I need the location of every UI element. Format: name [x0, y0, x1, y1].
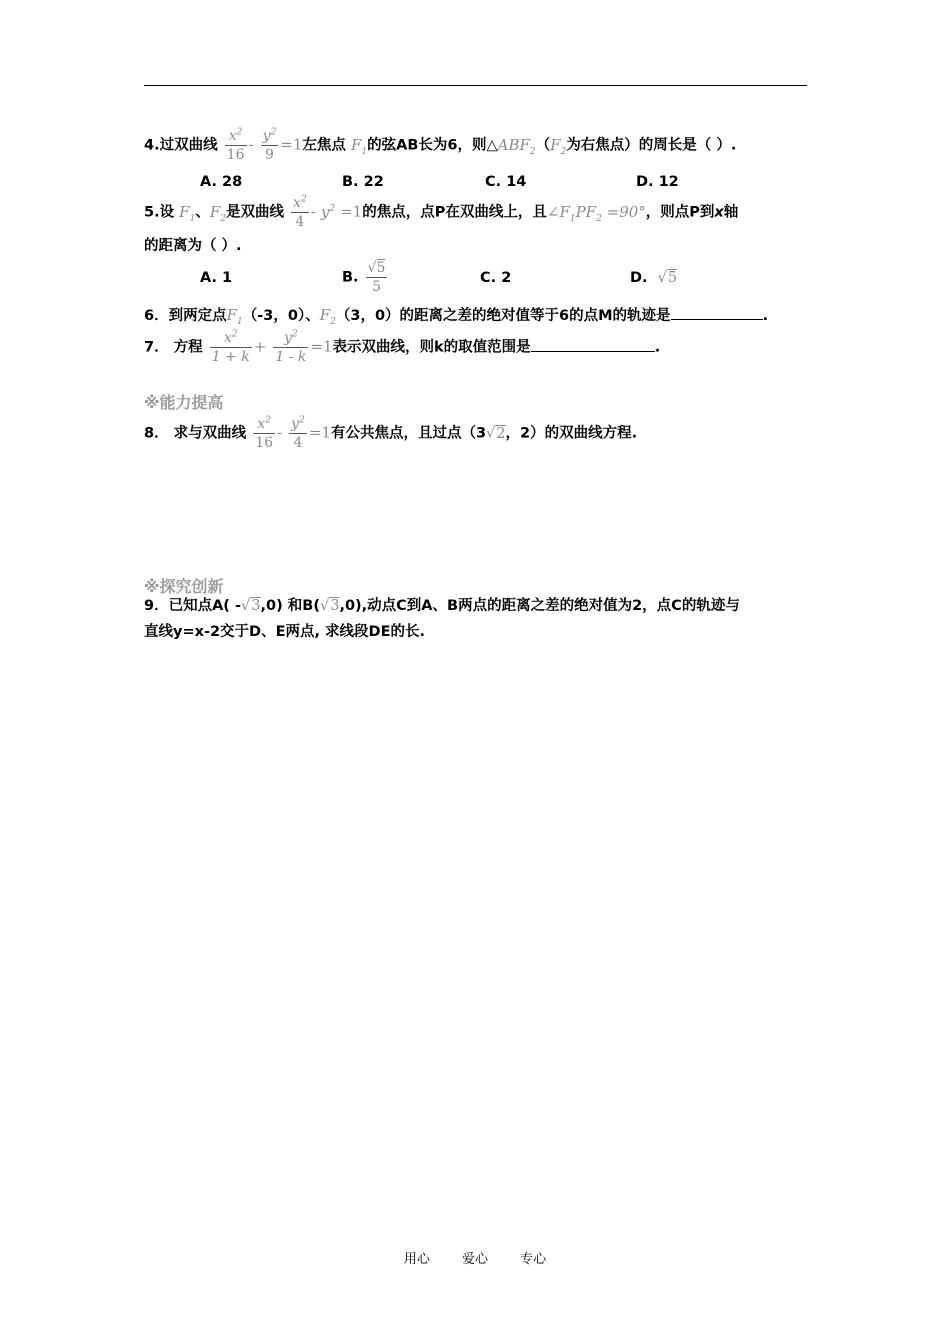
q4-option-c: C. 14 — [485, 174, 527, 190]
answer-blank-6[interactable] — [671, 305, 763, 320]
q5-option-b: B. $\frac{√5}{5}$ — [342, 260, 386, 295]
footer-text-1: 用心 — [403, 1252, 430, 1267]
sqrt-5: √5 — [657, 270, 678, 286]
question-6: 6．到两定点$F_1(-3$，0）、$F_2(3$，0）的距离之差的绝对值等于6的点M的轨迹是 . — [144, 306, 769, 327]
fraction-y2-1minusk: $\frac{y^2}{1 - k}$ — [275, 329, 307, 365]
fraction-y2-9: $\frac{y^2}{9}$ — [262, 127, 277, 163]
fraction-x2-4: $\frac{x^2}{4}$ — [293, 194, 307, 230]
page-footer — [0, 1248, 950, 1267]
section-heading-explore: ※探究创新 — [144, 577, 224, 596]
fraction-x2-16-q8: $\frac{x^2}{16}$ — [255, 415, 274, 451]
fraction-y2-4-q8: $\frac{y^2}{4}$ — [291, 415, 305, 451]
section-heading-ability: ※能力提高 — [144, 393, 224, 412]
question-9-line1: 9．已知点A( -√3,0) 和B(√3,0),动点C到A、B两点的距离之差的绝对值为2，点C的轨迹与 — [144, 598, 740, 614]
q4-option-d: D. 12 — [636, 174, 679, 190]
header-rule — [144, 85, 807, 86]
q5-option-a: A. 1 — [200, 270, 233, 286]
answer-blank-7[interactable] — [531, 337, 655, 352]
fraction-x2-1plusk: $\frac{x^2}{1 + k}$ — [211, 329, 250, 365]
sqrt-3-b: √3 — [319, 598, 340, 614]
sqrt-3-a: √3 — [241, 598, 261, 614]
q5-option-c: C. 2 — [480, 270, 512, 286]
footer-text-3: 专心 — [520, 1252, 547, 1267]
question-7: 7． 方程 $\frac{x^2}{1 + k}$ + $\frac{y^2}{1 - k}$ =1表示双曲线，则k的取值范围是 . — [144, 329, 661, 365]
q5-option-d: D. √5 — [630, 270, 678, 286]
fraction-x2-16: $\frac{x^2}{16}$ — [226, 127, 245, 163]
question-8: 8． 求与双曲线 $\frac{x^2}{16}$ - $\frac{y^2}{4}$ =1有公共焦点，且过点（3√2，2）的双曲线方程. — [144, 415, 638, 451]
q4-option-b: B. 22 — [342, 174, 384, 190]
sqrt-2: √2 — [486, 425, 506, 442]
q4-option-a: A. 28 — [200, 174, 243, 190]
question-4: 4.过双曲线 $\frac{x^2}{16}$ - $\frac{y^2}{9}$ =1左焦点 $F_1$的弦AB长为6，则$\triangle ABF_2(F_2$为右焦点）的周长是（ ）. — [144, 127, 737, 163]
question-9-line2: 直线y=x-2交于D、E两点, 求线段DE的长. — [144, 624, 426, 640]
fraction-sqrt5-over-5: $\frac{√5}{5}$ — [367, 260, 386, 295]
question-5: 5.设 $F_1$、$F_2$是双曲线 $\frac{x^2}{4}$ - $y^2 =1$的焦点，点P在双曲线上，且$\angle F_1PF_2 =90^\circ$，则点P到x轴 — [144, 194, 739, 230]
question-5-line2: 的距离为（ ）. — [144, 238, 242, 254]
footer-text-2: 爱心 — [461, 1252, 488, 1267]
